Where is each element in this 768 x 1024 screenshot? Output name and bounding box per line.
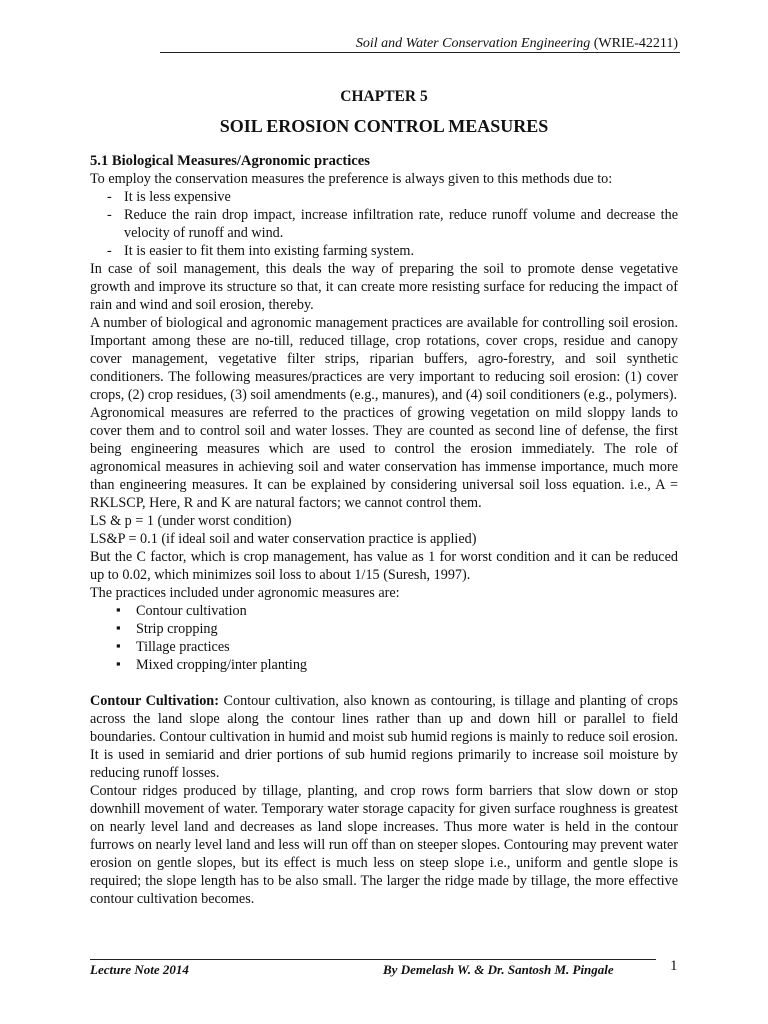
practices-intro: The practices included under agronomic measures are: <box>90 585 400 601</box>
section-heading: 5.1 Biological Measures/Agronomic practices <box>90 153 370 169</box>
practices-list-item: ▪ Contour cultivation <box>116 602 678 620</box>
course-code: (WRIE-42211) <box>593 36 678 51</box>
course-title: Soil and Water Conservation Engineering <box>355 36 591 51</box>
header-rule <box>160 52 680 53</box>
reasons-list <box>90 188 678 260</box>
chapter-title: SOIL EROSION CONTROL MEASURES <box>219 116 549 136</box>
footer-authors: By Demelash W. & Dr. Santosh M. Pingale <box>383 962 614 977</box>
footer-note: Lecture Note 2014 <box>90 962 189 977</box>
paragraph-practices: A number of biological and agronomic management practices are available for controlling soil erosion. Important among these are no-till, reduced tillage, crop rotations, cover crops, residue and canopy cover management, vegetative filter strips, riparian buffers, agro-forestry, and soil synthetic conditioners. The following measures/practices are very important to reducing soil erosion: (1) cover crops, (2) crop residues, (3) soil amendments (e.g., manures), and (4) soil conditioners (e.g., polymers). <box>90 315 678 403</box>
equation-line-ideal: LS&P = 0.1 (if ideal soil and water conservation practice is applied) <box>90 531 477 547</box>
paragraph-c-factor: But the C factor, which is crop management, has value as 1 for worst condition and it can be reduced up to 0.02, which minimizes soil loss to about 1/15 (Suresh, 1997). <box>90 549 678 583</box>
body-text <box>90 152 678 908</box>
practices-list-item: ▪ Tillage practices <box>116 638 678 656</box>
paragraph-agronomical: Agronomical measures are referred to the practices of growing vegetation on mild sloppy lands to cover them and to control soil and water losses. They are counted as second line of defense, the first being engineering measures which are used to control the erosion immediately. The role of agronomical measures in achieving soil and water conservation has immense importance, much more than engineering measures. It can be explained by considering universal soil loss equation. i.e., A = RKLSCP, Here, R and K are natural factors; we cannot control them. <box>90 405 678 511</box>
chapter-label: CHAPTER 5 <box>340 88 428 105</box>
contour-text: Contour cultivation, also known as contouring, is tillage and planting of crops across the land slope along the contour lines rather than up and down hill or parallel to field boundaries. Contour cultivation in humid and moist sub humid regions is mainly to reduce soil erosion. It is used in semiarid and drier portions of sub humid regions primarily to increase soil moisture by reducing runoff losses. <box>90 693 678 781</box>
spacer <box>90 674 678 692</box>
reasons-list-item: - It is less expensive <box>107 188 678 206</box>
paragraph-contour-ridges: Contour ridges produced by tillage, planting, and crop rows form barriers that slow down or stop downhill movement of water. Temporary water storage capacity for given surface roughness is greatest on nearly level land and decreases as land slope increases. Thus more water is held in the contour furrows on nearly level land and less will run off than on steeper slopes. Contouring may prevent water erosion on gentle slopes, but its effect is much less on steep slope i.e., uniform and gentle slope is required; the slope length has to be also small. The larger the ridge made by tillage, the more effective contour cultivation becomes. <box>90 783 678 907</box>
section-intro: To employ the conservation measures the preference is always given to this methods due to: <box>90 171 613 187</box>
running-header <box>356 36 678 52</box>
reasons-list-item: - It is easier to fit them into existing farming system. <box>107 242 678 260</box>
paragraph-contour-cultivation <box>90 692 678 782</box>
practices-list <box>90 602 678 674</box>
practices-list-item: ▪ Mixed cropping/inter planting <box>116 656 678 674</box>
reasons-list-item: - Reduce the rain drop impact, increase infiltration rate, reduce runoff volume and decrease the velocity of runoff and wind. <box>107 206 678 242</box>
contour-lead: Contour Cultivation: <box>90 693 219 709</box>
equation-line-worst: LS & p = 1 (under worst condition) <box>90 513 292 529</box>
paragraph-soil-management: In case of soil management, this deals the way of preparing the soil to promote dense vegetative growth and improve its structure so that, it can create more resisting surface for reducing the impact of rain and wind and soil erosion, thereby. <box>90 261 678 313</box>
footer-rule <box>90 959 656 960</box>
practices-list-item: ▪ Strip cropping <box>116 620 678 638</box>
page-number: 1 <box>670 958 678 974</box>
